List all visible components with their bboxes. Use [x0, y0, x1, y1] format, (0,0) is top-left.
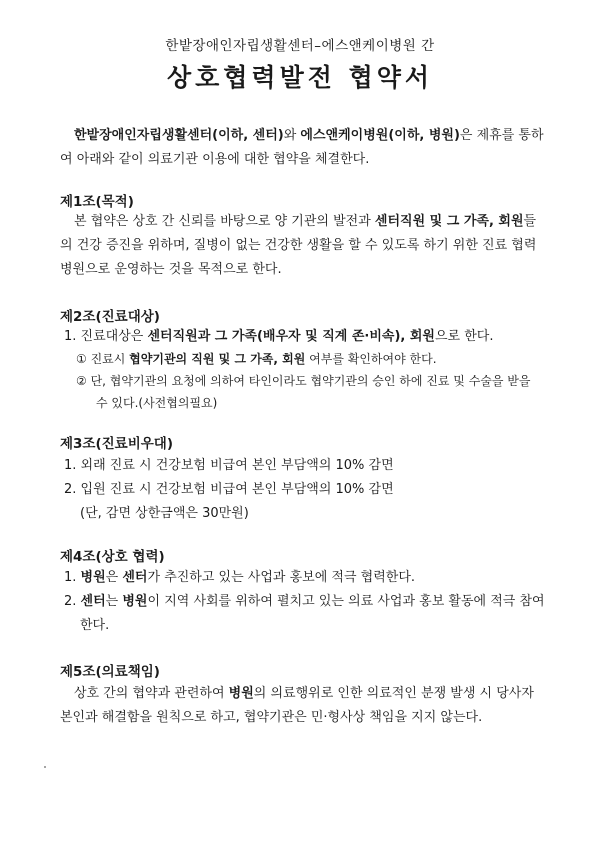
article-2-sub-2: ② 단, 협약기관의 요청에 의하여 타인이라도 협약기관의 승인 하에 진료 및 수술을 받을 수 있다.(사전협의필요) [76, 374, 531, 410]
article-4-heading: 제4조(상호 협력) [60, 549, 165, 565]
article-2-item-1: 1. 진료대상은 센터직원과 그 가족(배우자 및 직계 존·비속), 회원으로 한다. [64, 329, 494, 344]
article-1-body: 본 협약은 상호 간 신뢰를 바탕으로 양 기관의 발전과 센터직원 및 그 가족, 회원들의 건강 증진을 위하며, 질병이 없는 건강한 생활을 할 수 있도록 하기 위한 진료 협력 병원으로 운영하는 것을 목적으로 한다. [60, 214, 537, 277]
article-1-heading: 제1조(목적) [60, 194, 134, 210]
article-2-heading: 제2조(진료대상) [60, 309, 160, 325]
intro-paragraph: 한밭장애인자립생활센터(이하, 센터)와 에스앤케이병원(이하, 병원)은 제휴를 통하여 아래와 같이 의료기관 이용에 대한 협약을 체결한다. [60, 128, 544, 167]
article-3-item-2: 2. 입원 진료 시 건강보험 비급여 본인 부담액의 10% 감면 [64, 482, 394, 497]
article-2-sub-1: ① 진료시 협약기관의 직원 및 그 가족, 회원 여부를 확인하여야 한다. [76, 352, 437, 366]
party-hospital: 에스앤케이병원(이하, 병원) [300, 128, 460, 143]
party-center: 한밭장애인자립생활센터(이하, 센터) [74, 128, 284, 143]
article-4-item-1: 1. 병원은 센터가 추진하고 있는 사업과 홍보에 적극 협력한다. [64, 570, 416, 585]
article-3-item-1: 1. 외래 진료 시 건강보험 비급여 본인 부담액의 10% 감면 [64, 458, 394, 473]
scan-speck [44, 766, 46, 768]
document-title: 상호협력발전 협약서 [166, 63, 434, 92]
article-5-body: 상호 간의 협약과 관련하여 병원의 의료행위로 인한 의료적인 분쟁 발생 시 당사자 본인과 해결함을 원칙으로 하고, 협약기관은 민·형사상 책임을 지지 않는다. [60, 686, 534, 725]
article-3-heading: 제3조(진료비우대) [60, 436, 174, 452]
document-subtitle: 한밭장애인자립생활센터–에스앤케이병원 간 [165, 38, 435, 54]
article-5-heading: 제5조(의료책임) [60, 664, 160, 680]
article-4-item-2: 2. 센터는 병원이 지역 사회를 위하여 펼치고 있는 의료 사업과 홍보 활동에 적극 참여한다. [64, 594, 545, 633]
article-3-note: (단, 감면 상한금액은 30만원) [80, 506, 249, 521]
